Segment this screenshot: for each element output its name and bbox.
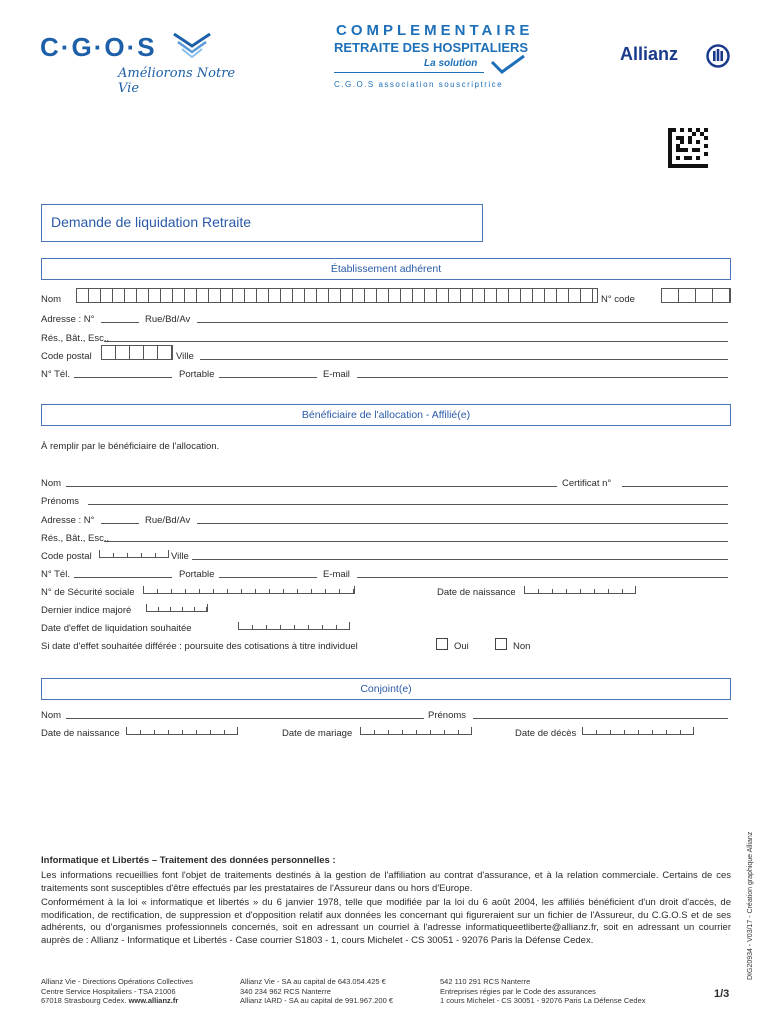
informatique-title: Informatique et Libertés – Traitement des données personnelles : bbox=[41, 855, 336, 866]
benef-certificat-field[interactable] bbox=[622, 476, 728, 487]
form-title: Demande de liquidation Retraite bbox=[51, 214, 252, 230]
benef-secu-ticks[interactable] bbox=[143, 586, 355, 594]
benef-date-effet-ticks[interactable] bbox=[238, 622, 350, 630]
benef-oui-label: Oui bbox=[454, 641, 469, 652]
benef-res-field[interactable] bbox=[104, 531, 728, 542]
etab-res-field[interactable] bbox=[104, 331, 728, 342]
footer-col2-line2: 340 234 962 RCS Nanterre bbox=[240, 986, 331, 996]
etab-rue-field[interactable] bbox=[197, 312, 728, 323]
conjoint-prenoms-field[interactable] bbox=[473, 708, 728, 719]
etab-portable-label: Portable bbox=[179, 369, 215, 380]
footer-col2-line3: Allianz IARD - SA au capital de 991.967.200 € bbox=[240, 996, 394, 1005]
footer-col2 bbox=[240, 977, 430, 1006]
footer-col1-line1: Allianz Vie - Directions Opérations Collectives bbox=[41, 977, 194, 986]
cgos-emblem-icon bbox=[172, 28, 212, 60]
etab-ncode-boxes[interactable] bbox=[661, 288, 731, 303]
benef-instruction: À remplir par le bénéficiaire de l'allocation. bbox=[41, 441, 220, 452]
complementaire-title: COMPLEMENTAIRE bbox=[336, 22, 534, 39]
benef-rue-field[interactable] bbox=[197, 513, 728, 524]
footer-col3 bbox=[440, 977, 670, 1006]
benef-portable-field[interactable] bbox=[219, 567, 317, 578]
page-number: 1/3 bbox=[714, 988, 730, 1000]
etab-res-label: Rés., Bât., Esc., bbox=[41, 333, 110, 344]
conjoint-mariage-label: Date de mariage bbox=[282, 728, 353, 739]
benef-tel-field[interactable] bbox=[74, 567, 172, 578]
benef-differee-label: Si date d'effet souhaitée différée : poursuite des cotisations à titre individuel bbox=[41, 641, 358, 652]
cgos-logo: C·G·O·S Améliorons Notre Vie bbox=[40, 30, 240, 90]
conjoint-prenoms-label: Prénoms bbox=[428, 710, 467, 721]
complementaire-subtitle: RETRAITE DES HOSPITALIERS bbox=[334, 40, 529, 55]
footer-col2-line1: Allianz Vie - SA au capital de 643.054.425 € bbox=[240, 977, 386, 986]
conjoint-mariage-ticks[interactable] bbox=[360, 727, 472, 735]
etab-nom-label: Nom bbox=[41, 294, 62, 305]
benef-indice-label: Dernier indice majoré bbox=[41, 605, 132, 616]
benef-email-label: E-mail bbox=[323, 569, 350, 580]
informatique-para1: Les informations recueillies font l'objet de traitements destinés à la gestion de l'affiliation au contrat d'assurance, et à la relation commerciale. Certains de ces traitements sont susceptibles d'être effectués par les prestataires de l'Assureur dans ou hors d'Europe. bbox=[41, 870, 731, 894]
benef-oui-checkbox[interactable] bbox=[436, 638, 448, 650]
etab-tel-field[interactable] bbox=[74, 367, 172, 378]
complementaire-logo bbox=[334, 22, 534, 92]
conjoint-nom-field[interactable] bbox=[66, 708, 424, 719]
benef-secu-label: N° de Sécurité sociale bbox=[41, 587, 135, 598]
benef-adresse-label: Adresse : N° bbox=[41, 515, 95, 526]
benef-rue-label: Rue/Bd/Av bbox=[145, 515, 191, 526]
form-title-box bbox=[41, 204, 483, 242]
benef-prenoms-label: Prénoms bbox=[41, 496, 80, 507]
datamatrix-icon bbox=[668, 128, 708, 168]
benef-cp-label: Code postal bbox=[41, 551, 92, 562]
benef-nom-field[interactable] bbox=[66, 476, 557, 487]
complementaire-solution: La solution bbox=[424, 58, 478, 69]
benef-tel-label: N° Tél. bbox=[41, 569, 70, 580]
etab-ville-label: Ville bbox=[176, 351, 194, 362]
etab-email-field[interactable] bbox=[357, 367, 728, 378]
section-conjoint-heading: Conjoint(e) bbox=[41, 678, 731, 700]
benef-naissance-label: Date de naissance bbox=[437, 587, 516, 598]
checkmark-icon bbox=[490, 54, 526, 74]
cgos-letter-s: S bbox=[137, 32, 157, 62]
cgos-letter-o: O bbox=[104, 32, 127, 62]
allianz-eagle-icon bbox=[706, 44, 730, 68]
etab-ncode-label: N° code bbox=[601, 294, 635, 305]
benef-ville-label: Ville bbox=[171, 551, 189, 562]
benef-nom-label: Nom bbox=[41, 478, 62, 489]
footer-col1-line3: 67018 Strasbourg Cedex. bbox=[41, 996, 127, 1005]
benef-non-checkbox[interactable] bbox=[495, 638, 507, 650]
footer-col1-line2: Centre Service Hospitaliers - TSA 21006 bbox=[41, 986, 176, 996]
complementaire-divider bbox=[334, 72, 484, 73]
benef-portable-label: Portable bbox=[179, 569, 215, 580]
benef-res-label: Rés., Bât., Esc., bbox=[41, 533, 110, 544]
benef-email-field[interactable] bbox=[357, 567, 728, 578]
section-beneficiaire-heading: Bénéficiaire de l'allocation - Affilié(e) bbox=[41, 404, 731, 426]
etab-tel-label: N° Tél. bbox=[41, 369, 70, 380]
benef-date-effet-label: Date d'effet de liquidation souhaitée bbox=[41, 623, 192, 634]
etab-portable-field[interactable] bbox=[219, 367, 317, 378]
cgos-letter-c: C bbox=[40, 32, 61, 62]
conjoint-naissance-ticks[interactable] bbox=[126, 727, 238, 735]
allianz-wordmark: Allianz bbox=[620, 44, 679, 64]
complementaire-association: C.G.O.S association souscriptrice bbox=[334, 80, 504, 89]
benef-certificat-label: Certificat n° bbox=[562, 478, 612, 489]
conjoint-naissance-label: Date de naissance bbox=[41, 728, 120, 739]
etab-adresse-num-field[interactable] bbox=[101, 312, 139, 323]
benef-prenoms-field[interactable] bbox=[88, 494, 728, 505]
footer-col1 bbox=[41, 977, 231, 1006]
etab-cp-label: Code postal bbox=[41, 351, 92, 362]
section-etablissement-heading: Établissement adhérent bbox=[41, 258, 731, 280]
benef-naissance-ticks[interactable] bbox=[524, 586, 636, 594]
informatique-para2: Conformément à la loi « informatique et libertés » du 6 janvier 1978, telle que modifiée par la loi du 6 août 2004, les affiliés bénéficient d'un droit d'accès, de modification, de rectification, de suppression et d'opposition relatif aux données les concernant qui figureraient sur un fichier de l'Assureur, du C.G.O.S et de ses adhérents, ou d'organismes professionnels concernés, soit en adressant un courriel à l'adresse informatiqueetliberte@allianz.fr, soit en adressant un courrier auprès de : Allianz - Informatique et Libertés - Case courrier S1803 - 1, cours Michelet - CS 30051 - 92076 Paris la Défense Cedex. bbox=[41, 897, 731, 946]
etab-nom-boxes[interactable] bbox=[76, 288, 598, 303]
footer-col3-line2: Entreprises régies par le Code des assurances bbox=[440, 986, 596, 996]
conjoint-deces-label: Date de décès bbox=[515, 728, 577, 739]
footer-col3-line3: 1 cours Michelet - CS 30051 - 92076 Paris La Défense Cedex bbox=[440, 996, 646, 1005]
allianz-logo bbox=[620, 44, 678, 65]
side-reference: DIG20934 - V03/17 - Création graphique Allianz bbox=[747, 831, 754, 980]
etab-ville-field[interactable] bbox=[200, 349, 728, 360]
benef-indice-ticks[interactable] bbox=[146, 604, 208, 612]
benef-non-label: Non bbox=[513, 641, 531, 652]
conjoint-nom-label: Nom bbox=[41, 710, 62, 721]
etab-rue-label: Rue/Bd/Av bbox=[145, 314, 191, 325]
footer-website-link[interactable]: www.allianz.fr bbox=[128, 996, 179, 1005]
etab-adresse-label: Adresse : N° bbox=[41, 314, 95, 325]
etab-email-label: E-mail bbox=[323, 369, 350, 380]
cgos-letter-g: G bbox=[71, 32, 94, 62]
footer-col3-line1: 542 110 291 RCS Nanterre bbox=[440, 977, 531, 986]
cgos-slogan: Améliorons Notre Vie bbox=[118, 66, 236, 96]
benef-ville-field[interactable] bbox=[192, 549, 728, 560]
etab-cp-boxes[interactable] bbox=[101, 345, 173, 360]
benef-cp-ticks[interactable] bbox=[99, 550, 169, 558]
conjoint-deces-ticks[interactable] bbox=[582, 727, 694, 735]
benef-adresse-num-field[interactable] bbox=[101, 513, 139, 524]
